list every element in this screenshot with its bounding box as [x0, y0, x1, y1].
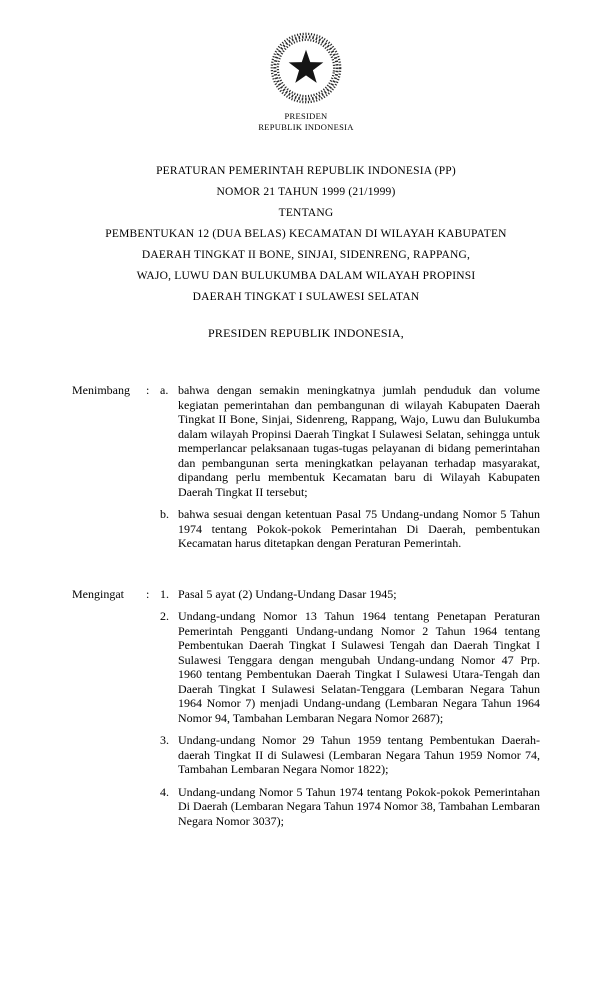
item-text: Undang-undang Nomor 13 Tahun 1964 tentang Penetapan Peraturan Pemerintah Pengganti Undang-undang Nomor 2 Tahun 1964 tentang Pembentukan Daerah Tingkat I Sulawesi Tengah dan Daerah Tingkat I Sulawesi Tenggara dengan mengubah Undang-undang Nomor 47 Prp. 1960 tentang Pembentukan Daerah Tingkat I Sulawesi Utara-Tengah dan Daerah Tingkat I Sulawesi Selatan-Tenggara (Lembaran Negara Tahun 1964 Nomor 7) menjadi Undang-undang (Lembaran Negara Tahun 1964 Nomor 94, Tambahan Lembaran Negara Nomor 2687); [178, 609, 540, 725]
item-marker: a. [160, 383, 169, 397]
section-items [160, 587, 540, 829]
title-line: DAERAH TINGKAT II BONE, SINJAI, SIDENRENG, RAPPANG, [141, 249, 471, 261]
title-line: TENTANG [278, 207, 334, 219]
letterhead [72, 111, 540, 133]
salutation-line: PRESIDEN REPUBLIK INDONESIA, [208, 326, 404, 340]
section-items [160, 383, 540, 551]
item-marker: 3. [160, 733, 169, 747]
section-colon: : [146, 586, 150, 601]
section-label: Menimbang [72, 383, 130, 397]
list-item [160, 733, 540, 777]
item-text: Undang-undang Nomor 5 Tahun 1974 tentang Pokok-pokok Pemerintahan Di Daerah (Lembaran Negara Tahun 1974 Nomor 38, Tambahan Lembaran Negara Nomor 3037); [178, 784, 540, 828]
list-item [160, 609, 540, 725]
item-marker: 2. [160, 609, 169, 623]
item-marker: 1. [160, 586, 169, 601]
section-mengingat [72, 587, 540, 829]
title-line: PEMBENTUKAN 12 (DUA BELAS) KECAMATAN DI WILAYAH KABUPATEN [105, 228, 507, 240]
list-item [160, 587, 540, 602]
org-name-line1: PRESIDEN [284, 111, 328, 121]
list-item [160, 785, 540, 829]
list-item [160, 507, 540, 551]
title-line: DAERAH TINGKAT I SULAWESI SELATAN [192, 291, 420, 303]
section-menimbang [72, 383, 540, 551]
presidential-seal-icon [268, 30, 344, 106]
item-text: Pasal 5 ayat (2) Undang-Undang Dasar 1945; [178, 586, 397, 601]
title-line: PERATURAN PEMERINTAH REPUBLIK INDONESIA (PP) [156, 165, 456, 177]
org-name-line2: REPUBLIK INDONESIA [258, 122, 354, 132]
section-label: Mengingat [72, 586, 124, 601]
regulation-title-block [72, 161, 540, 308]
item-marker: b. [160, 507, 169, 521]
item-marker: 4. [160, 784, 169, 799]
item-text: bahwa sesuai dengan ketentuan Pasal 75 Undang-undang Nomor 5 Tahun 1974 tentang Pokok-pokok Pemerintahan Di Daerah, pembentukan Kecamatan harus ditetapkan dengan Peraturan Pemerintah. [178, 507, 540, 550]
item-text: Undang-undang Nomor 29 Tahun 1959 tentang Pembentukan Daerah-daerah Tingkat II di Sulawesi (Lembaran Negara Tahun 1959 Nomor 74, Tambahan Lembaran Negara Nomor 1822); [178, 733, 540, 776]
item-text: bahwa dengan semakin meningkatnya jumlah penduduk dan volume kegiatan pemerintahan dan pembangunan di wilayah Kabupaten Daerah Tingkat II Bone, Sinjai, Sidenreng, Rappang, Wajo, Luwu dan Bulukumba dalam wilayah Propinsi Daerah Tingkat I Sulawesi Selatan, sehingga untuk memperlancar pelaksanaan tugas-tugas pelayanan di bidang pemerintahan dan pembangunan serta meningkatkan pelayanan terhadap masyarakat, dipandang perlu membentuk Kecamatan baru di Wilayah Kabupaten Daerah Tingkat II tersebut; [178, 383, 540, 499]
title-line: NOMOR 21 TAHUN 1999 (21/1999) [216, 186, 396, 198]
list-item [160, 383, 540, 499]
section-colon: : [146, 383, 150, 397]
title-line: WAJO, LUWU DAN BULUKUMBA DALAM WILAYAH PROPINSI [136, 270, 476, 282]
